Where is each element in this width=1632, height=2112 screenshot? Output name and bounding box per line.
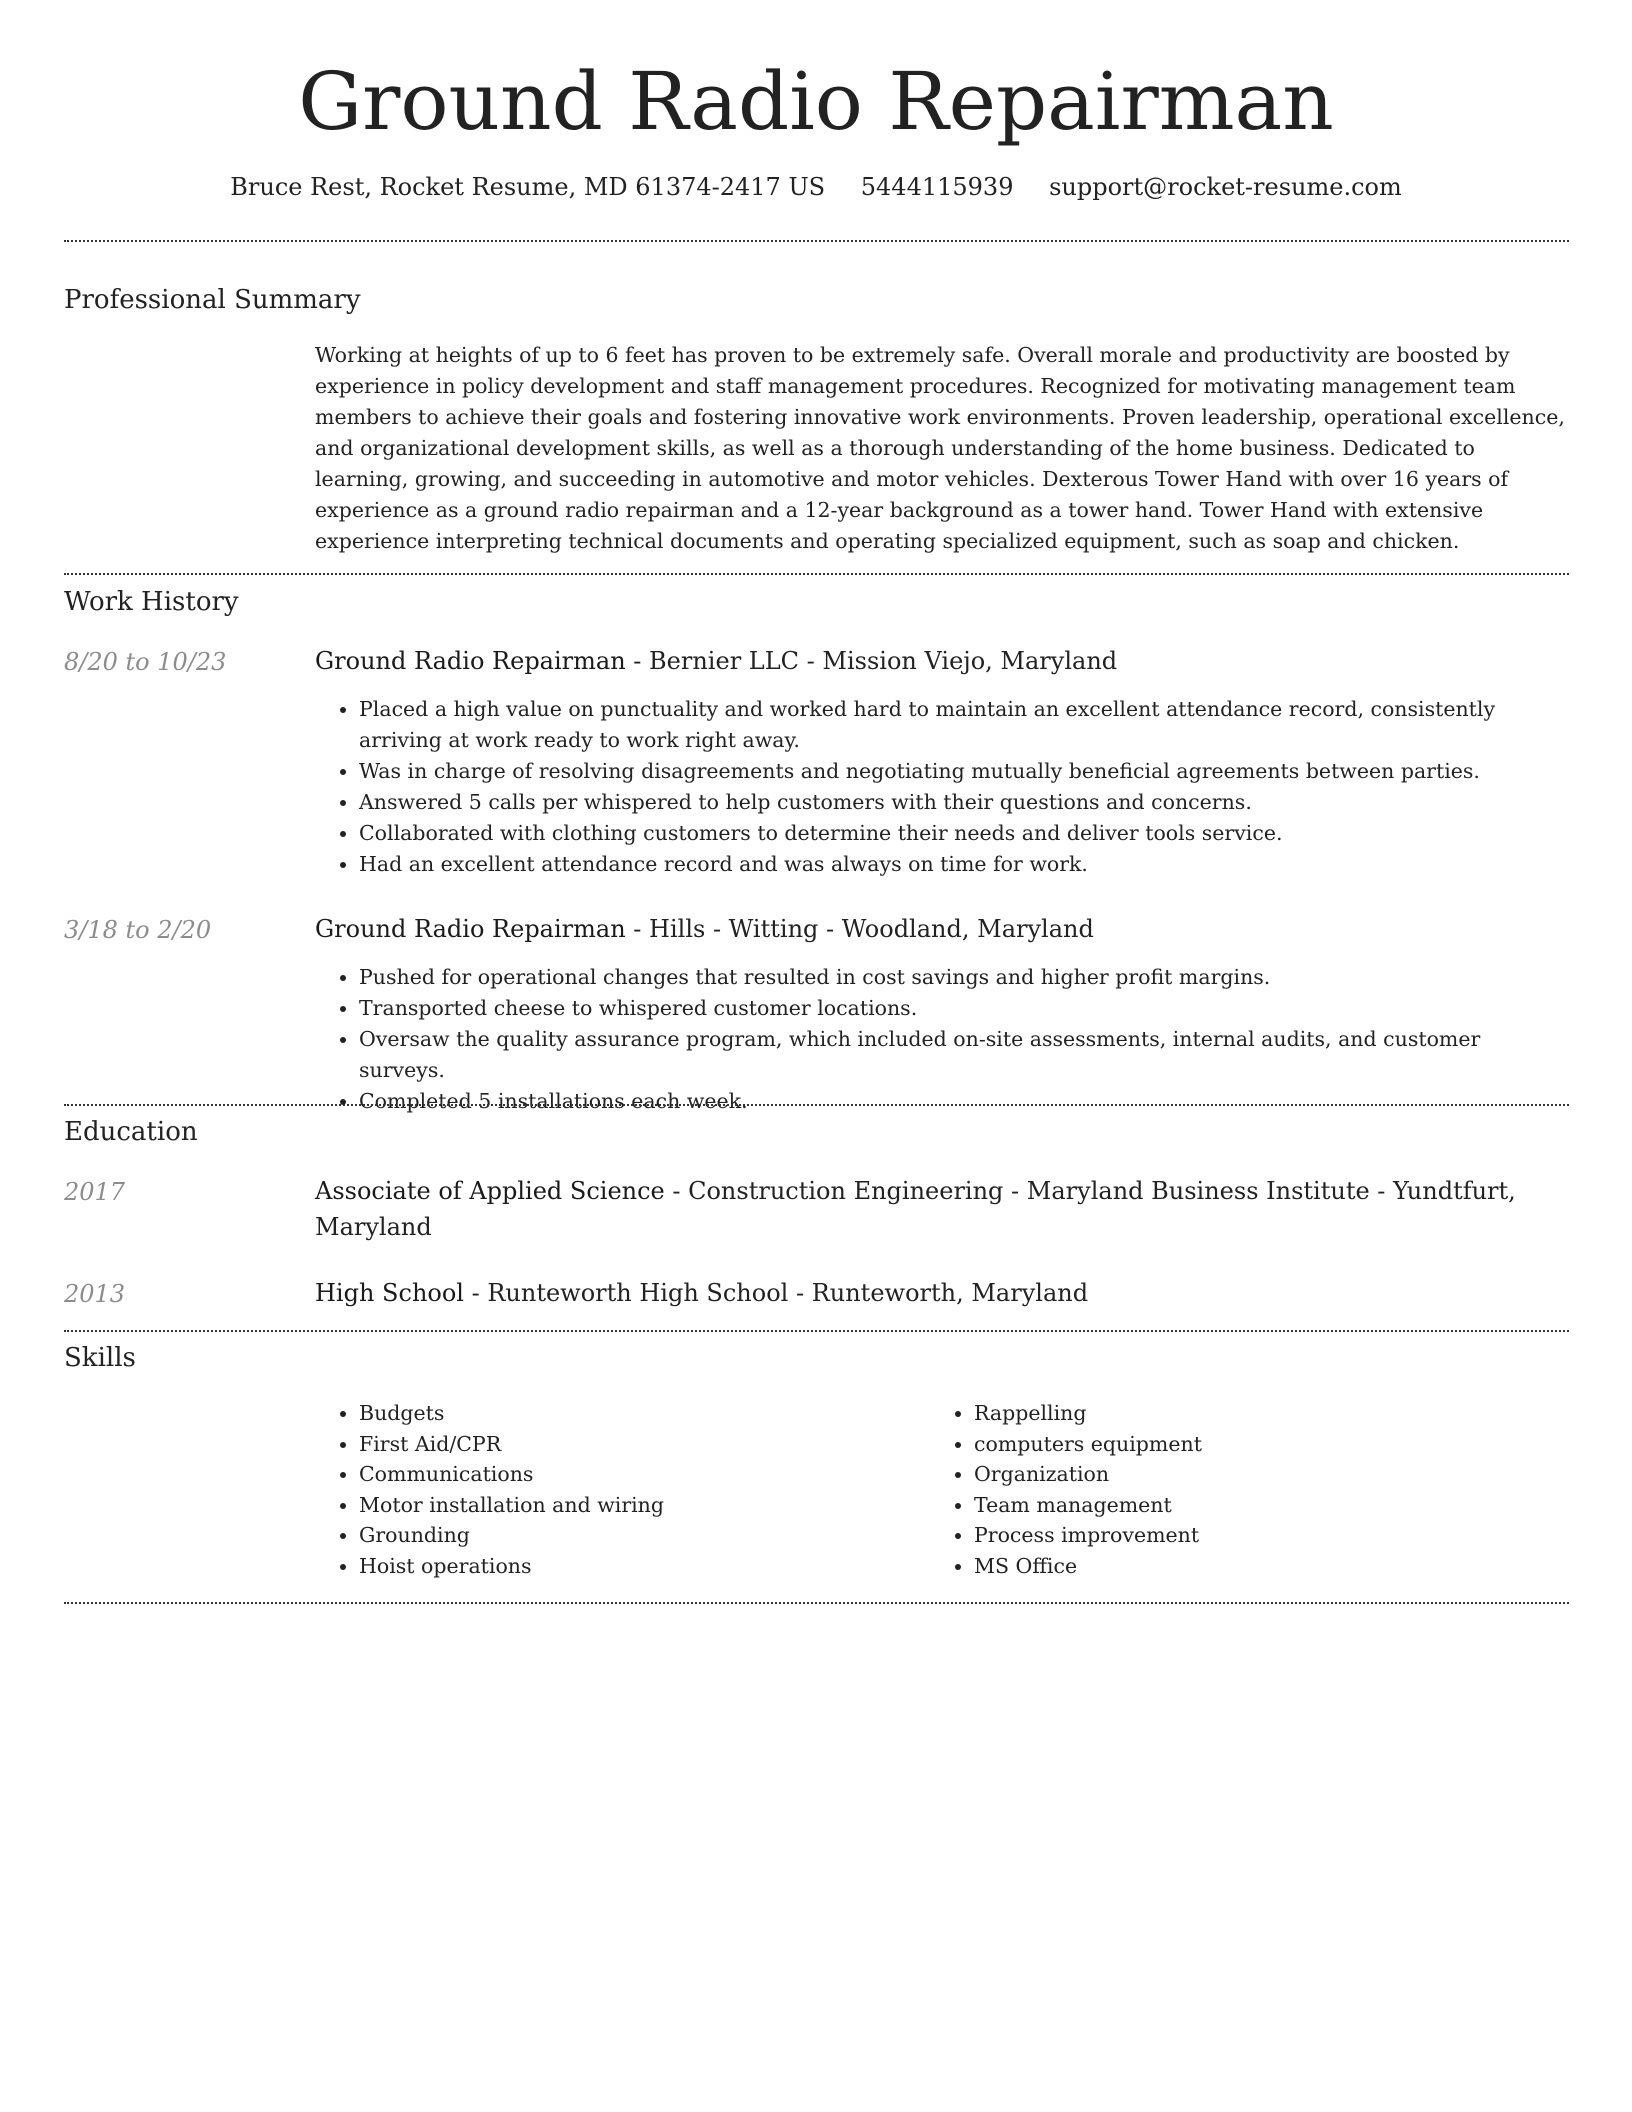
job-dates: 8/20 to 10/23: [64, 648, 227, 676]
job-role: Ground Radio Repairman: [315, 915, 626, 943]
divider: [64, 1602, 1569, 1604]
job-role: Ground Radio Repairman: [315, 647, 626, 675]
summary-text: Working at heights of up to 6 feet has proven to be extremely safe. Overall morale and productivity are boosted by experience in policy development and staff management procedures. Recognized for motivating management team members to achieve their goals and fostering innovative work environments. Proven leadership, operational excellence, and organizational development skills, as well as a thorough understanding of the home business. Dedicated to learning, growing, and succeeding in automotive and motor vehicles. Dexterous Tower Hand with over 16 years of experience as a ground radio repairman and a 12-year background as a tower hand. Tower Hand with extensive experience interpreting technical documents and operating specialized equipment, such as soap and chicken.: [315, 343, 1565, 553]
job-employer: - Bernier LLC - Mission Viejo, Maryland: [625, 647, 1118, 675]
skill-item: • MS Office: [974, 1551, 1550, 1582]
list-item: • Placed a high value on punctuality and worked hard to maintain an excellent attendance record, consistently arriving at work ready to work right away.: [359, 694, 1565, 756]
contact-email: support@rocket-resume.com: [1049, 173, 1402, 201]
job-bullets: [315, 694, 1565, 880]
education-details: - Construction Engineering - Maryland Business Institute - Yundtfurt, Maryland: [315, 1177, 1516, 1241]
job-title-line: [315, 911, 1565, 947]
skill-item: • computers equipment: [974, 1429, 1550, 1460]
education-entry: [315, 1173, 1565, 1245]
skill-item: • Process improvement: [974, 1520, 1550, 1551]
skill-item: • Hoist operations: [359, 1551, 915, 1582]
contact-phone: 5444115939: [860, 173, 1014, 201]
education-degree: Associate of Applied Science: [315, 1177, 665, 1205]
divider: [64, 1330, 1569, 1332]
list-item: • Had an excellent attendance record and was always on time for work.: [359, 849, 1565, 880]
divider: [64, 240, 1569, 242]
job-title-line: [315, 643, 1565, 679]
skill-item: • First Aid/CPR: [359, 1429, 915, 1460]
resume-name: Ground Radio Repairman: [298, 55, 1334, 148]
job-dates: 3/18 to 2/20: [64, 916, 212, 944]
skill-item: • Grounding: [359, 1520, 915, 1551]
skill-item: • Motor installation and wiring: [359, 1490, 915, 1521]
skills-list-right: [930, 1398, 1550, 1581]
list-item: • Completed 5 installations each week.: [359, 1086, 1565, 1117]
skill-item: • Organization: [974, 1459, 1550, 1490]
list-item: • Collaborated with clothing customers to determine their needs and deliver tools service.: [359, 818, 1565, 849]
education-year: 2017: [64, 1178, 126, 1206]
skill-item: • Rappelling: [974, 1398, 1550, 1429]
education-heading: Education: [64, 1117, 198, 1147]
contact-line: [0, 170, 1632, 204]
list-item: • Pushed for operational changes that resulted in cost savings and higher profit margins.: [359, 962, 1565, 993]
divider: [64, 1104, 1569, 1106]
education-entry: [315, 1275, 1565, 1311]
education-year: 2013: [64, 1280, 126, 1308]
list-item: • Oversaw the quality assurance program, which included on-site assessments, internal audits, and customer surveys.: [359, 1024, 1565, 1086]
job-bullets: [315, 962, 1565, 1117]
summary-heading: Professional Summary: [64, 285, 361, 315]
skill-item: • Communications: [359, 1459, 915, 1490]
skills-heading: Skills: [64, 1343, 136, 1373]
work-history-heading: Work History: [64, 587, 239, 617]
list-item: • Answered 5 calls per whispered to help customers with their questions and concerns.: [359, 787, 1565, 818]
skill-item: • Budgets: [359, 1398, 915, 1429]
divider: [64, 573, 1569, 575]
contact-address: Bruce Rest, Rocket Resume, MD 61374-2417 US: [230, 173, 826, 201]
list-item: • Was in charge of resolving disagreements and negotiating mutually beneficial agreements between parties.: [359, 756, 1565, 787]
job-employer: - Hills - Witting - Woodland, Maryland: [625, 915, 1094, 943]
education-degree: High School: [315, 1279, 464, 1307]
education-details: - Runteworth High School - Runteworth, Maryland: [463, 1279, 1089, 1307]
skill-item: • Team management: [974, 1490, 1550, 1521]
skills-list-left: [315, 1398, 915, 1581]
list-item: • Transported cheese to whispered customer locations.: [359, 993, 1565, 1024]
